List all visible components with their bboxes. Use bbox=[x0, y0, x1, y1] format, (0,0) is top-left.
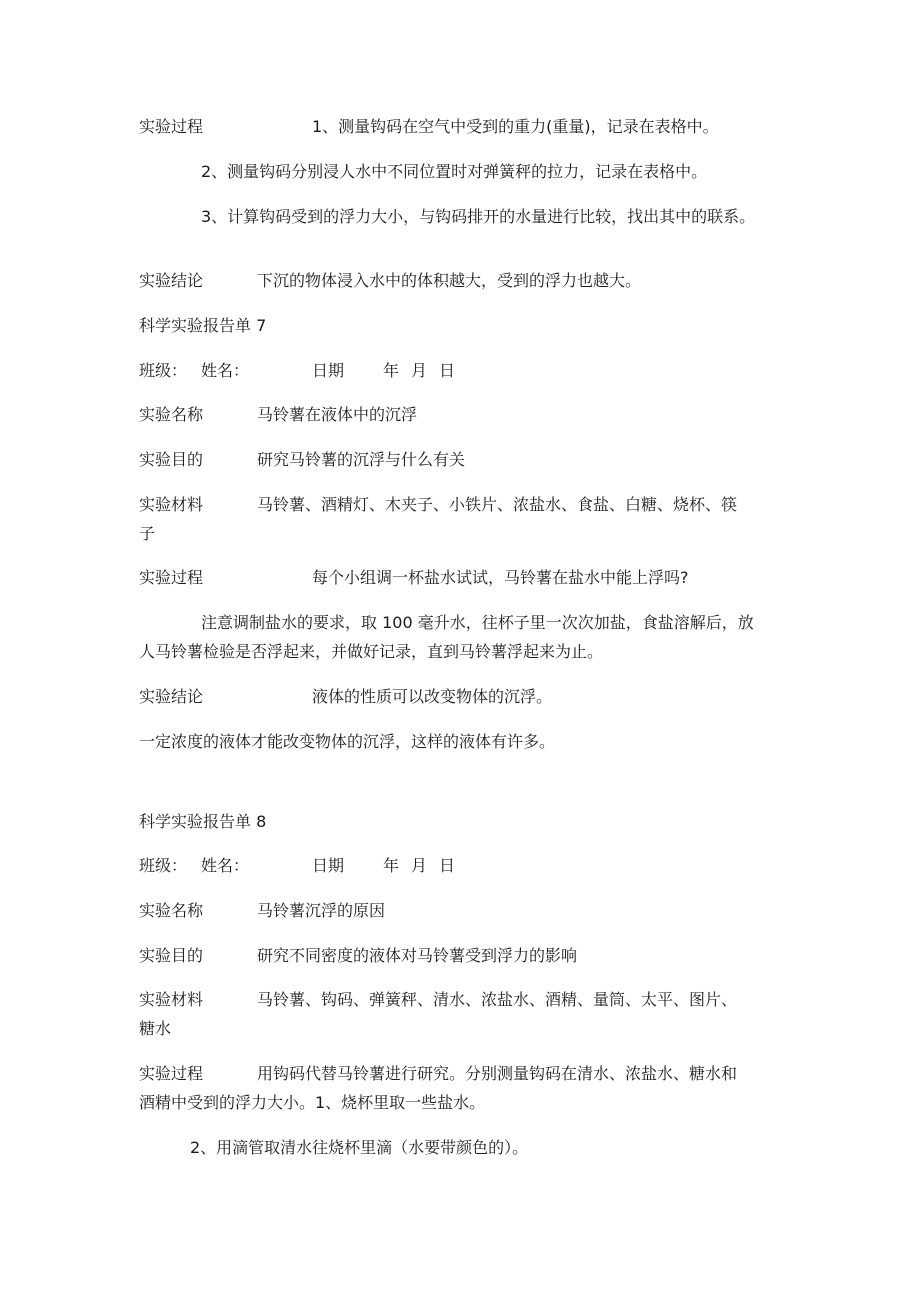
report-7-conclusion-label: 实验结论 bbox=[139, 687, 204, 706]
report-7-class-label: 班级： bbox=[139, 361, 188, 380]
report-8-name-label: 姓名： bbox=[201, 856, 250, 875]
report-7-date-label: 日期 bbox=[312, 361, 345, 380]
report-8-process-label: 实验过程 bbox=[139, 1064, 204, 1083]
process-step-2: 2、测量钩码分别浸人水中不同位置时对弹簧秤的拉力，记录在表格中。 bbox=[201, 162, 708, 181]
report-8-goal-label: 实验目的 bbox=[139, 946, 204, 965]
conclusion-text: 下沉的物体浸入水中的体积越大，受到的浮力也越大。 bbox=[257, 271, 642, 290]
report-7-material-line-1: 马铃薯、酒精灯、木夹子、小铁片、浓盐水、食盐、白糖、烧杯、筷 bbox=[257, 495, 738, 514]
report-8-material-line-2: 糖水 bbox=[139, 1019, 172, 1038]
report-7-process-label: 实验过程 bbox=[139, 568, 204, 587]
report-7-goal: 研究马铃薯的沉浮与什么有关 bbox=[257, 450, 466, 469]
report-7-conclusion-2: 一定浓度的液体才能改变物体的沉浮，这样的液体有许多。 bbox=[139, 732, 556, 751]
process-step-1: 1、测量钩码在空气中受到的重力(重量)，记录在表格中。 bbox=[312, 117, 719, 136]
report-8-material-line-1: 马铃薯、钩码、弹簧秤、清水、浓盐水、酒精、量筒、太平、图片、 bbox=[257, 990, 738, 1009]
report-8-goal: 研究不同密度的液体对马铃薯受到浮力的影响 bbox=[257, 946, 578, 965]
report-7-name-label: 姓名： bbox=[201, 361, 250, 380]
report-8-day: 日 bbox=[439, 856, 456, 875]
report-7-note-line-1: 注意调制盐水的要求，取 100 毫升水，往杯子里一次次加盐，食盐溶解后，放 bbox=[201, 613, 754, 632]
report-8-exp-name: 马铃薯沉浮的原因 bbox=[257, 901, 386, 920]
report-7-material-line-2: 子 bbox=[139, 524, 156, 543]
report-8-year: 年 bbox=[383, 856, 400, 875]
report-8-month: 月 bbox=[411, 856, 428, 875]
report-7-process: 每个小组调一杯盐水试试，马铃薯在盐水中能上浮吗? bbox=[312, 568, 689, 587]
report-7-exp-name: 马铃薯在液体中的沉浮 bbox=[257, 405, 418, 424]
report-7-note-line-2: 人马铃薯检验是否浮起来，并做好记录，直到马铃薯浮起来为止。 bbox=[139, 642, 604, 661]
process-label: 实验过程 bbox=[139, 117, 204, 136]
report-8-material-label: 实验材料 bbox=[139, 990, 204, 1009]
report-8-exp-name-label: 实验名称 bbox=[139, 901, 204, 920]
report-7-goal-label: 实验目的 bbox=[139, 450, 204, 469]
report-7-exp-name-label: 实验名称 bbox=[139, 405, 204, 424]
report-8-process-line-2: 酒精中受到的浮力大小。1、烧杯里取一些盐水。 bbox=[139, 1093, 486, 1112]
report-8-class-label: 班级： bbox=[139, 856, 188, 875]
conclusion-label: 实验结论 bbox=[139, 271, 204, 290]
report-7-month: 月 bbox=[411, 361, 428, 380]
report-8-process-line-1: 用钩码代替马铃薯进行研究。分别测量钩码在清水、浓盐水、糖水和 bbox=[257, 1064, 738, 1083]
report-7-day: 日 bbox=[439, 361, 456, 380]
report-8-step-2: 2、用滴管取清水往烧杯里滴（水要带颜色的）。 bbox=[190, 1138, 529, 1157]
report-7-material-label: 实验材料 bbox=[139, 495, 204, 514]
report-8-title: 科学实验报告单 8 bbox=[139, 812, 267, 831]
report-7-conclusion-1: 液体的性质可以改变物体的沉浮。 bbox=[312, 687, 553, 706]
report-7-year: 年 bbox=[383, 361, 400, 380]
report-8-date-label: 日期 bbox=[312, 856, 345, 875]
report-7-title: 科学实验报告单 7 bbox=[139, 316, 267, 335]
process-step-3: 3、计算钩码受到的浮力大小，与钩码排开的水量进行比较，找出其中的联系。 bbox=[201, 207, 756, 226]
